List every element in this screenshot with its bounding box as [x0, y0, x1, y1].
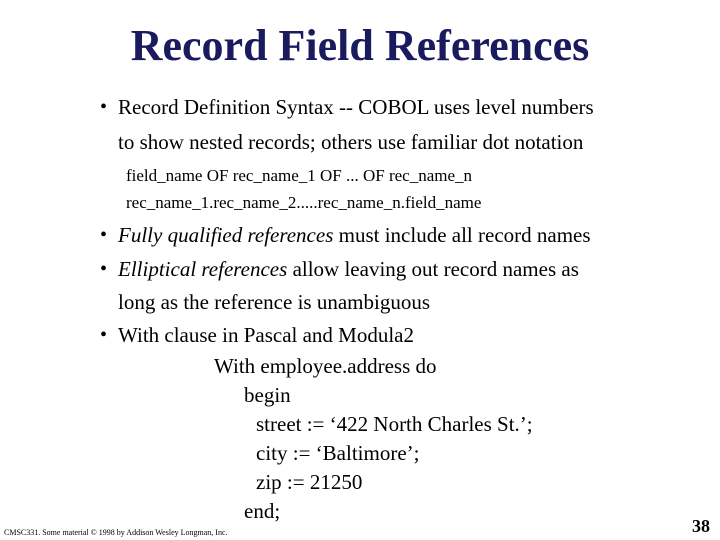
bullet-marker: • [100, 258, 108, 280]
bullet-3-line-1 [118, 257, 579, 282]
code-line-with: With employee.address do [214, 354, 437, 378]
term-fully-qualified: Fully qualified references [118, 223, 334, 247]
bullet-2 [118, 223, 591, 248]
syntax-line-2: rec_name_1.rec_name_2.....rec_name_n.field_name [126, 193, 482, 212]
code-line-street: street := ‘422 North Charles St.’; [256, 412, 533, 436]
page-number: 38 [692, 516, 710, 536]
syntax-line-1: field_name OF rec_name_1 OF ... OF rec_name_n [126, 166, 473, 185]
slide-title: Record Field References [130, 21, 590, 70]
bullet-3-line-2: long as the reference is unambiguous [118, 290, 430, 314]
bullet-4: With clause in Pascal and Modula2 [118, 323, 414, 347]
bullet-marker: • [100, 96, 108, 118]
bullet-marker: • [100, 324, 108, 346]
copyright-footer: CMSC331. Some material © 1998 by Addison Wesley Longman, Inc. [4, 528, 228, 537]
code-line-city: city := ‘Baltimore’; [256, 441, 420, 465]
bullet-2-rest: must include all record names [333, 223, 591, 247]
bullet-marker: • [100, 224, 108, 246]
bullet-3-rest: allow leaving out record names as [287, 257, 579, 281]
term-elliptical: Elliptical references [118, 257, 288, 281]
code-line-end: end; [244, 499, 281, 523]
code-line-begin: begin [244, 383, 291, 407]
bullet-1-line-1: Record Definition Syntax -- COBOL uses level numbers [118, 95, 594, 119]
bullet-1-line-2: to show nested records; others use familiar dot notation [118, 130, 584, 154]
code-line-zip: zip := 21250 [256, 470, 363, 494]
